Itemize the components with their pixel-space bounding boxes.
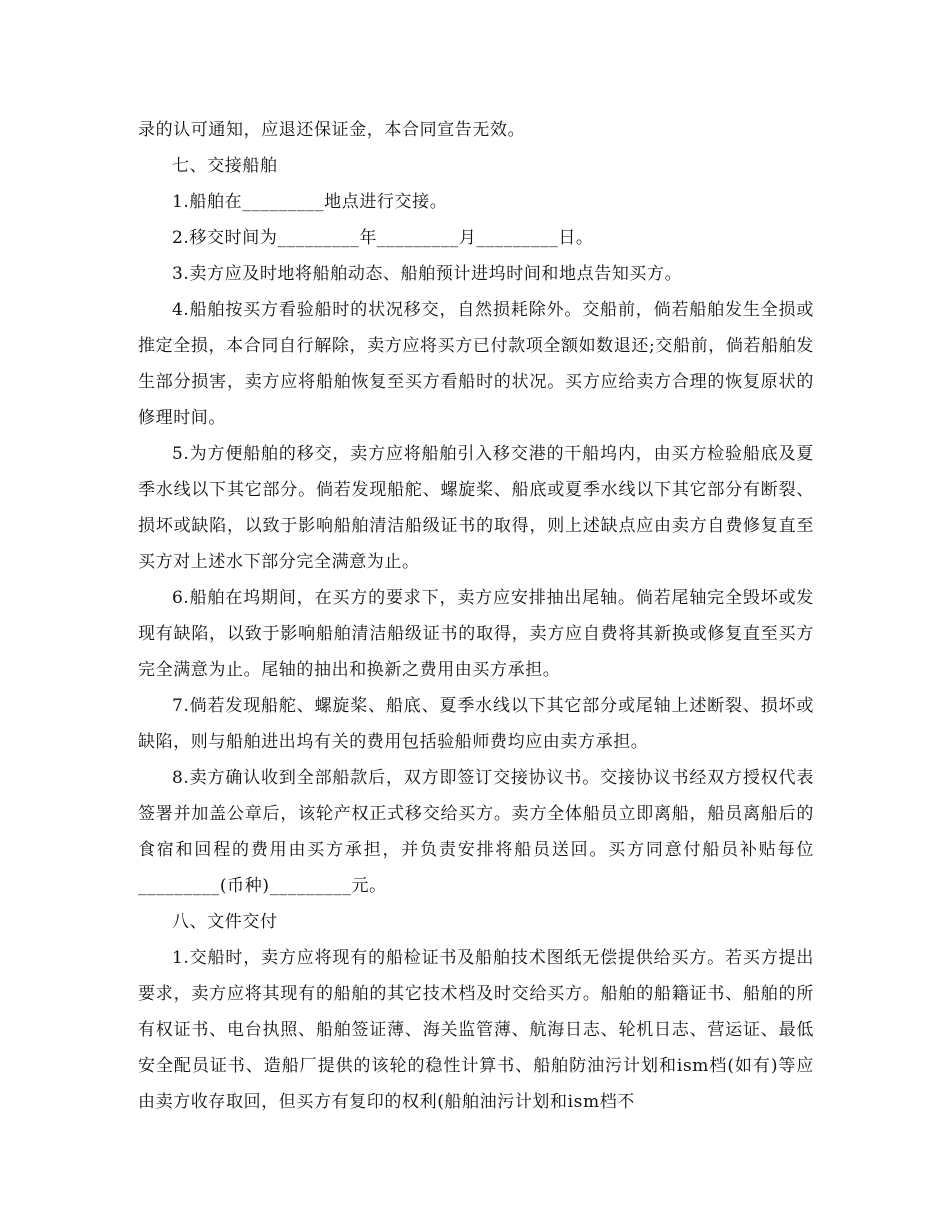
section-heading-7: 七、交接船舶 xyxy=(172,156,278,176)
clause-7-7: 7.倘若发现船舵、螺旋桨、船底、夏季水线以下其它部分或尾轴上述断裂、损坏或缺陷，则与船舶进出坞有关的费用包括验船师费均应由卖方承担。 xyxy=(138,696,814,752)
clause-7-3: 3.卖方应及时地将船舶动态、船舶预计进坞时间和地点告知买方。 xyxy=(172,264,683,284)
clause-7-4: 4.船舶按买方看验船时的状况移交，自然损耗除外。交船前，倘若船舶发生全损或推定全损，本合同自行解除，卖方应将买方已付款项全额如数退还;交船前，倘若船舶发生部分损害，卖方应将船舶恢复至买方看船时的状况。买方应给卖方合理的恢复原状的修理时间。 xyxy=(138,300,814,428)
clause-7-1: 1.船舶在_________地点进行交接。 xyxy=(172,192,448,212)
clause-7-5: 5.为方便船舶的移交，卖方应将船舶引入移交港的干船坞内，由买方检验船底及夏季水线以下其它部分。倘若发现船舵、螺旋桨、船底或夏季水线以下其它部分有断裂、损坏或缺陷，以致于影响船舶清洁船级证书的取得，则上述缺点应由卖方自费修复直至买方对上述水下部分完全满意为止。 xyxy=(138,444,814,572)
paragraph-continuation: 录的认可通知，应退还保证金，本合同宣告无效。 xyxy=(138,120,526,140)
clause-7-8: 8.卖方确认收到全部船款后，双方即签订交接协议书。交接协议书经双方授权代表签署并加盖公章后，该轮产权正式移交给买方。卖方全体船员立即离船，船员离船后的食宿和回程的费用由买方承担，并负责安排将船员送回。买方同意付船员补贴每位_________(币种)_________元。 xyxy=(138,768,814,896)
clause-7-6: 6.船舶在坞期间，在买方的要求下，卖方应安排抽出尾轴。倘若尾轴完全毁坏或发现有缺陷，以致于影响船舶清洁船级证书的取得，卖方应自费将其新换或修复直至买方完全满意为止。尾轴的抽出和换新之费用由买方承担。 xyxy=(138,588,814,680)
clause-7-2: 2.移交时间为_________年_________月_________日。 xyxy=(172,228,594,248)
section-heading-8: 八、文件交付 xyxy=(172,912,278,932)
document-body xyxy=(138,112,814,1120)
clause-8-1: 1.交船时，卖方应将现有的船检证书及船舶技术图纸无偿提供给买方。若买方提出要求，卖方应将其现有的船舶的其它技术档及时交给买方。船舶的船籍证书、船舶的所有权证书、电台执照、船舶签证薄、海关监管薄、航海日志、轮机日志、营运证、最低安全配员证书、造船厂提供的该轮的稳性计算书、船舶防油污计划和ism档(如有)等应由卖方收存取回，但买方有复印的权利(船舶油污计划和ism档不 xyxy=(138,948,814,1112)
